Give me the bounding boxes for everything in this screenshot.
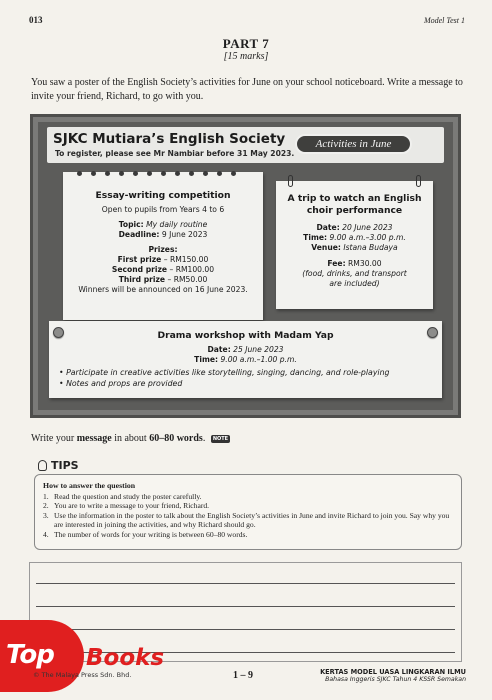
tip-item: 4. The number of words for your writing is between 60–80 words. <box>43 529 248 539</box>
ring-binding <box>77 168 236 176</box>
drama-date: Date: 25 June 2023 <box>207 345 284 354</box>
drama-title: Drama workshop with Madam Yap <box>157 330 334 341</box>
push-pin-icon <box>427 327 438 338</box>
tip-item: 2. You are to write a message to your friend, Richard. <box>43 501 210 510</box>
essay-title: Essay-writing competition <box>95 190 231 201</box>
write-instruction: Write your message in about 60–80 words. NOTE <box>31 433 229 444</box>
drama-bullet-1: • Participate in creative activities like storytelling, singing, dancing, and role-playing <box>59 368 390 377</box>
essay-card <box>63 172 263 320</box>
part-title: PART 7 <box>222 36 270 51</box>
footer-subject: Bahasa Inggeris SJKC Tahun 4 KSSR Semakan <box>325 676 466 683</box>
tip-item: 1. Read the question and study the poster carefully. <box>43 491 202 501</box>
marks-label: [15 marks] <box>223 51 269 62</box>
trip-fee-note2: are included) <box>329 279 380 288</box>
answer-line <box>36 583 455 584</box>
tips-heading: How to answer the question <box>43 481 136 490</box>
page-number: 1 – 9 <box>233 670 253 681</box>
essay-topic: Topic: My daily routine <box>118 220 208 229</box>
trip-fee: Fee: RM30.00 <box>327 259 382 268</box>
drama-time: Time: 9.00 a.m.–1.00 p.m. <box>194 355 297 364</box>
register-note: To register, please see Mr Nambiar before 31 May 2023. <box>55 149 295 158</box>
drama-card <box>49 321 442 398</box>
page-code: 013 <box>29 15 43 25</box>
lightbulb-icon <box>38 460 47 471</box>
header-test-title: Model Test 1 <box>423 16 465 25</box>
note-icon: NOTE <box>212 435 229 442</box>
essay-first-prize: First prize – RM150.00 <box>117 255 209 264</box>
society-title: SJKC Mutiara’s English Society <box>53 131 286 147</box>
trip-fee-note1: (food, drinks, and transport <box>302 269 407 278</box>
paper-clip-icon <box>288 175 293 187</box>
essay-third-prize: Third prize – RM50.00 <box>118 275 208 284</box>
watermark-top: Top <box>6 640 54 670</box>
trip-title-line2: choir performance <box>306 205 403 216</box>
trip-date: Date: 20 June 2023 <box>316 223 393 232</box>
trip-title-line1: A trip to watch an English <box>287 193 422 204</box>
tips-box <box>34 474 462 550</box>
drama-bullet-2: • Notes and props are provided <box>59 379 183 388</box>
paper-clip-icon <box>416 175 421 187</box>
essay-prizes-label: Prizes: <box>148 245 178 254</box>
footer-copyright: © The Malaya Press Sdn. Bhd. <box>33 671 132 679</box>
question-instruction: You saw a poster of the English Society’s activities for June on your school noticeboard. Write a message to invite your friend, Richard, to go with you. <box>31 77 463 102</box>
tips-title: TIPS <box>38 459 79 472</box>
watermark-books: Books <box>86 645 165 671</box>
trip-time: Time: 9.00 a.m.–3.00 p.m. <box>303 233 406 242</box>
trip-venue: Venue: Istana Budaya <box>311 243 398 252</box>
essay-deadline: Deadline: 9 June 2023 <box>118 230 208 239</box>
trip-card <box>276 181 433 309</box>
footer-series-title: KERTAS MODEL UASA LINGKARAN ILMU <box>320 668 466 676</box>
essay-open: Open to pupils from Years 4 to 6 <box>101 205 225 214</box>
poster <box>30 114 461 418</box>
essay-second-prize: Second prize – RM100.00 <box>111 265 215 274</box>
tips-list <box>43 492 453 540</box>
push-pin-icon <box>53 327 64 338</box>
answer-line <box>36 606 455 607</box>
footer-series <box>320 668 466 683</box>
tip-item: 3. Use the information in the poster to talk about the English Society’s activities in June and invite Richard to join you. Say why you are interested in joining the activities, and why Richard should go. <box>43 510 450 529</box>
essay-announce: Winners will be announced on 16 June 2023. <box>78 285 248 294</box>
activities-tag: Activities in June <box>295 134 412 154</box>
